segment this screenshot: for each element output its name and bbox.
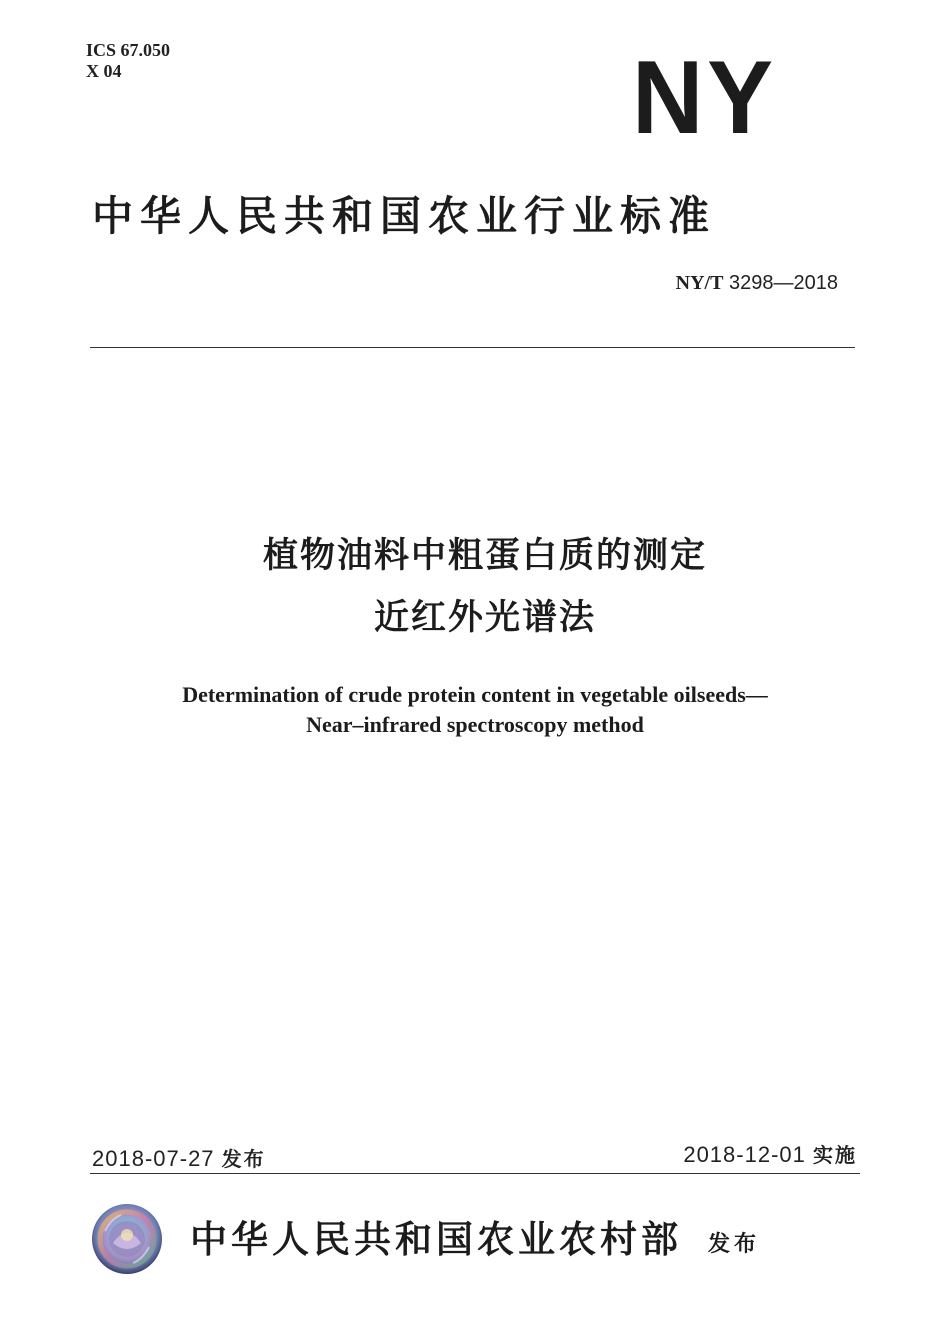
implement-date: 2018-12-01 xyxy=(683,1142,806,1167)
issue-label: 发布 xyxy=(221,1147,266,1171)
title-en-line1: Determination of crude protein content in vegetable oilseeds— xyxy=(182,682,768,707)
ccs-code: X 04 xyxy=(86,61,122,81)
classification-codes xyxy=(86,40,170,82)
national-emblem-icon xyxy=(91,1203,163,1275)
publish-label: 发布 xyxy=(708,1232,761,1257)
title-en-line2: Near–infrared spectroscopy method xyxy=(306,712,644,737)
issue-date-block xyxy=(92,1144,266,1174)
ics-code: ICS 67.050 xyxy=(86,40,171,60)
standard-number-prefix: NY/T xyxy=(675,272,724,294)
standard-number-value: 3298—2018 xyxy=(729,272,838,294)
issuing-ministry: 中华人民共和国农业农村部 xyxy=(190,1218,682,1261)
implement-date-block xyxy=(683,1140,857,1170)
bottom-divider xyxy=(90,1173,860,1174)
standard-number xyxy=(676,270,838,296)
top-divider xyxy=(90,347,855,348)
standard-category-title: 中华人民共和国农业行业标准 xyxy=(92,192,716,240)
ny-logo: NY xyxy=(632,40,777,156)
title-cn-line1: 植物油料中粗蛋白质的测定 xyxy=(262,536,707,576)
issue-date: 2018-07-27 xyxy=(92,1146,215,1171)
implement-label: 实施 xyxy=(813,1143,857,1167)
title-cn-line2: 近红外光谱法 xyxy=(373,598,596,638)
